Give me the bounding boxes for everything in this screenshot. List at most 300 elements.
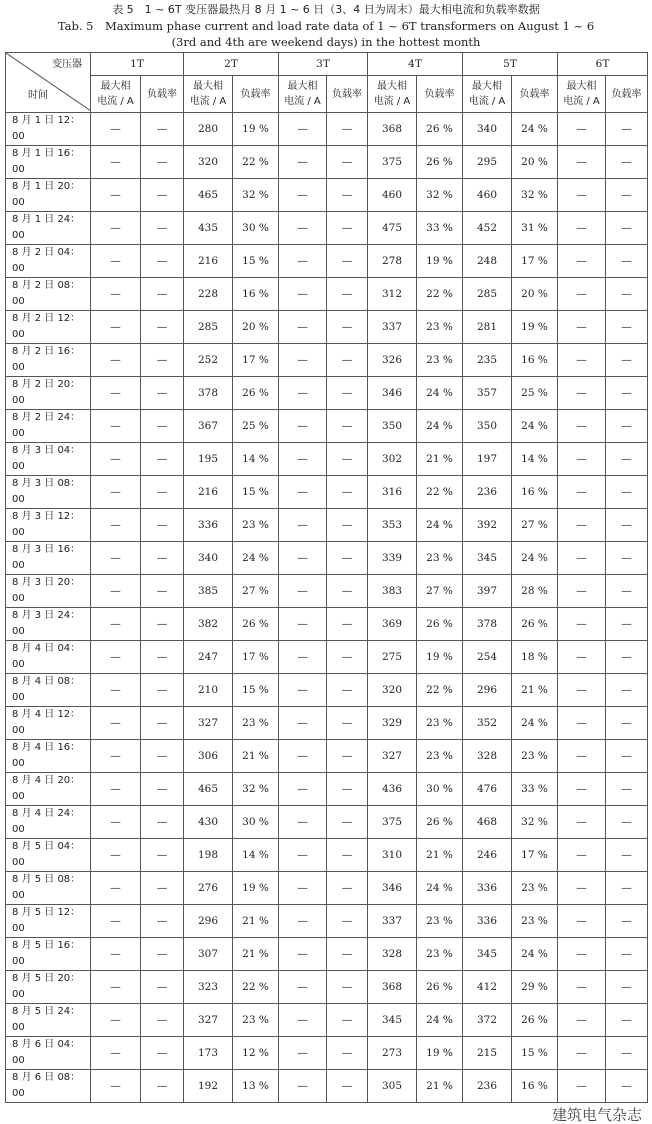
load-rate-cell: 24 % <box>417 1004 463 1037</box>
empty-cell: — <box>141 278 184 311</box>
max-current-cell: 346 <box>368 872 417 905</box>
max-current-cell: 280 <box>184 113 233 146</box>
load-rate-cell: 17 % <box>233 641 279 674</box>
max-current-cell: 460 <box>368 179 417 212</box>
empty-cell: — <box>279 1070 327 1103</box>
load-rate-cell: 17 % <box>512 839 558 872</box>
max-current-cell: 296 <box>463 674 512 707</box>
time-cell: 8 月 2 日 12：00 <box>6 311 91 344</box>
empty-cell: — <box>558 1070 606 1103</box>
empty-cell: — <box>327 806 368 839</box>
max-current-cell: 210 <box>184 674 233 707</box>
empty-cell: — <box>279 1004 327 1037</box>
time-cell: 8 月 3 日 04：00 <box>6 443 91 476</box>
load-rate-cell: 14 % <box>233 443 279 476</box>
empty-cell: — <box>606 344 648 377</box>
empty-cell: — <box>558 905 606 938</box>
load-rate-cell: 23 % <box>233 509 279 542</box>
load-rate-cell: 26 % <box>233 608 279 641</box>
max-current-cell: 346 <box>368 377 417 410</box>
empty-cell: — <box>558 740 606 773</box>
time-cell: 8 月 5 日 08：00 <box>6 872 91 905</box>
table-row <box>6 905 648 938</box>
load-rate-cell: 23 % <box>417 740 463 773</box>
empty-cell: — <box>327 608 368 641</box>
empty-cell: — <box>327 872 368 905</box>
empty-cell: — <box>141 311 184 344</box>
max-current-cell: 357 <box>463 377 512 410</box>
empty-cell: — <box>279 1037 327 1070</box>
empty-cell: — <box>327 773 368 806</box>
empty-cell: — <box>279 641 327 674</box>
max-current-cell: 412 <box>463 971 512 1004</box>
max-current-cell: 345 <box>368 1004 417 1037</box>
table-row <box>6 674 648 707</box>
load-rate-cell: 26 % <box>417 971 463 1004</box>
max-current-cell: 320 <box>184 146 233 179</box>
max-current-cell: 328 <box>368 938 417 971</box>
table-row <box>6 575 648 608</box>
empty-cell: — <box>141 938 184 971</box>
time-cell: 8 月 3 日 20：00 <box>6 575 91 608</box>
max-current-cell: 336 <box>184 509 233 542</box>
time-label: 时间 <box>28 90 48 101</box>
empty-cell: — <box>558 839 606 872</box>
empty-cell: — <box>327 509 368 542</box>
load-rate-cell: 26 % <box>417 113 463 146</box>
empty-cell: — <box>327 212 368 245</box>
load-rate-cell: 19 % <box>417 1037 463 1070</box>
empty-cell: — <box>279 410 327 443</box>
empty-cell: — <box>279 707 327 740</box>
empty-cell: — <box>141 1004 184 1037</box>
empty-cell: — <box>91 344 141 377</box>
time-cell: 8 月 2 日 16：00 <box>6 344 91 377</box>
transformer-header-4T: 4T <box>368 53 463 76</box>
max-current-cell: 382 <box>184 608 233 641</box>
empty-cell: — <box>279 509 327 542</box>
max-current-cell: 452 <box>463 212 512 245</box>
load-rate-cell: 23 % <box>417 542 463 575</box>
empty-cell: — <box>91 212 141 245</box>
empty-cell: — <box>327 575 368 608</box>
table-row <box>6 773 648 806</box>
caption-cn: 表 5 1 ~ 6T 变压器最热月 8 月 1 ~ 6 日（3、4 日为周末）最大相电流和负载率数据 <box>112 3 540 16</box>
empty-cell: — <box>606 806 648 839</box>
table-row <box>6 344 648 377</box>
table-row <box>6 806 648 839</box>
empty-cell: — <box>91 410 141 443</box>
load-rate-cell: 24 % <box>512 707 558 740</box>
load-rate-cell: 18 % <box>512 641 558 674</box>
empty-cell: — <box>327 179 368 212</box>
max-current-cell: 273 <box>368 1037 417 1070</box>
max-current-cell: 392 <box>463 509 512 542</box>
load-rate-cell: 17 % <box>512 245 558 278</box>
max-current-cell: 336 <box>463 905 512 938</box>
empty-cell: — <box>606 773 648 806</box>
load-rate-cell: 23 % <box>512 740 558 773</box>
load-rate-cell: 19 % <box>417 245 463 278</box>
empty-cell: — <box>91 806 141 839</box>
time-cell: 8 月 1 日 24：00 <box>6 212 91 245</box>
empty-cell: — <box>558 443 606 476</box>
empty-cell: — <box>141 377 184 410</box>
max-current-cell: 216 <box>184 476 233 509</box>
max-current-cell: 339 <box>368 542 417 575</box>
max-current-cell: 378 <box>463 608 512 641</box>
empty-cell: — <box>279 806 327 839</box>
max-current-cell: 192 <box>184 1070 233 1103</box>
max-current-cell: 328 <box>463 740 512 773</box>
load-rate-cell: 21 % <box>233 905 279 938</box>
table-row <box>6 740 648 773</box>
load-rate-cell: 12 % <box>233 1037 279 1070</box>
load-rate-cell: 24 % <box>417 509 463 542</box>
empty-cell: — <box>91 542 141 575</box>
load-rate-cell: 30 % <box>417 773 463 806</box>
empty-cell: — <box>327 938 368 971</box>
empty-cell: — <box>327 707 368 740</box>
max-current-cell: 350 <box>463 410 512 443</box>
max-current-cell: 248 <box>463 245 512 278</box>
load-rate-cell: 23 % <box>417 938 463 971</box>
max-current-cell: 385 <box>184 575 233 608</box>
empty-cell: — <box>606 1070 648 1103</box>
max-current-cell: 247 <box>184 641 233 674</box>
empty-cell: — <box>141 575 184 608</box>
table-row <box>6 311 648 344</box>
load-rate-cell: 26 % <box>233 377 279 410</box>
time-cell: 8 月 6 日 04：00 <box>6 1037 91 1070</box>
empty-cell: — <box>558 608 606 641</box>
time-cell: 8 月 6 日 08：00 <box>6 1070 91 1103</box>
empty-cell: — <box>279 443 327 476</box>
table-row <box>6 971 648 1004</box>
max-current-cell: 435 <box>184 212 233 245</box>
empty-cell: — <box>327 311 368 344</box>
empty-cell: — <box>91 509 141 542</box>
load-rate-cell: 20 % <box>233 311 279 344</box>
time-cell: 8 月 2 日 08：00 <box>6 278 91 311</box>
empty-cell: — <box>279 212 327 245</box>
load-rate-cell: 24 % <box>512 938 558 971</box>
empty-cell: — <box>141 509 184 542</box>
empty-cell: — <box>558 509 606 542</box>
empty-cell: — <box>141 542 184 575</box>
max-current-cell: 329 <box>368 707 417 740</box>
empty-cell: — <box>327 278 368 311</box>
load-rate-header: 负载率 <box>233 76 279 113</box>
empty-cell: — <box>141 179 184 212</box>
empty-cell: — <box>91 905 141 938</box>
load-rate-header: 负载率 <box>512 76 558 113</box>
max-current-cell: 326 <box>368 344 417 377</box>
empty-cell: — <box>558 938 606 971</box>
max-current-cell: 316 <box>368 476 417 509</box>
empty-cell: — <box>279 113 327 146</box>
load-rate-cell: 24 % <box>512 410 558 443</box>
empty-cell: — <box>279 938 327 971</box>
empty-cell: — <box>327 905 368 938</box>
empty-cell: — <box>606 839 648 872</box>
load-rate-cell: 25 % <box>512 377 558 410</box>
max-current-cell: 468 <box>463 806 512 839</box>
load-rate-cell: 21 % <box>233 740 279 773</box>
load-rate-cell: 22 % <box>233 146 279 179</box>
time-cell: 8 月 5 日 20：00 <box>6 971 91 1004</box>
empty-cell: — <box>91 245 141 278</box>
time-cell: 8 月 2 日 04：00 <box>6 245 91 278</box>
max-current-cell: 302 <box>368 443 417 476</box>
empty-cell: — <box>606 575 648 608</box>
empty-cell: — <box>141 476 184 509</box>
load-rate-cell: 24 % <box>417 410 463 443</box>
empty-cell: — <box>327 674 368 707</box>
max-current-cell: 312 <box>368 278 417 311</box>
load-rate-cell: 24 % <box>512 542 558 575</box>
empty-cell: — <box>279 608 327 641</box>
empty-cell: — <box>558 575 606 608</box>
empty-cell: — <box>141 212 184 245</box>
empty-cell: — <box>606 542 648 575</box>
empty-cell: — <box>327 641 368 674</box>
load-rate-cell: 14 % <box>233 839 279 872</box>
empty-cell: — <box>558 971 606 1004</box>
empty-cell: — <box>327 344 368 377</box>
max-current-cell: 336 <box>463 872 512 905</box>
table-row <box>6 1004 648 1037</box>
empty-cell: — <box>327 410 368 443</box>
corner-header <box>6 53 91 113</box>
empty-cell: — <box>91 113 141 146</box>
load-rate-cell: 23 % <box>417 311 463 344</box>
load-rate-cell: 22 % <box>417 674 463 707</box>
empty-cell: — <box>327 1037 368 1070</box>
empty-cell: — <box>558 641 606 674</box>
empty-cell: — <box>606 608 648 641</box>
empty-cell: — <box>327 839 368 872</box>
empty-cell: — <box>606 311 648 344</box>
empty-cell: — <box>91 872 141 905</box>
table-row <box>6 938 648 971</box>
load-rate-cell: 26 % <box>417 806 463 839</box>
empty-cell: — <box>141 905 184 938</box>
load-rate-cell: 28 % <box>512 575 558 608</box>
time-cell: 8 月 4 日 12：00 <box>6 707 91 740</box>
empty-cell: — <box>606 146 648 179</box>
max-current-cell: 195 <box>184 443 233 476</box>
empty-cell: — <box>91 179 141 212</box>
load-rate-cell: 21 % <box>233 938 279 971</box>
time-cell: 8 月 4 日 24：00 <box>6 806 91 839</box>
max-current-cell: 345 <box>463 938 512 971</box>
empty-cell: — <box>327 377 368 410</box>
empty-cell: — <box>606 377 648 410</box>
empty-cell: — <box>558 113 606 146</box>
empty-cell: — <box>141 410 184 443</box>
time-cell: 8 月 5 日 04：00 <box>6 839 91 872</box>
empty-cell: — <box>279 971 327 1004</box>
transformer-header-3T: 3T <box>279 53 368 76</box>
max-current-cell: 285 <box>184 311 233 344</box>
empty-cell: — <box>606 905 648 938</box>
empty-cell: — <box>279 773 327 806</box>
max-current-cell: 173 <box>184 1037 233 1070</box>
load-rate-header: 负载率 <box>417 76 463 113</box>
table-row <box>6 377 648 410</box>
caption-en-line1: Tab. 5 Maximum phase current and load rate data of 1 ~ 6T transformers on August 1 ~ 6 <box>57 19 595 33</box>
empty-cell: — <box>558 245 606 278</box>
empty-cell: — <box>558 707 606 740</box>
load-rate-cell: 25 % <box>233 410 279 443</box>
empty-cell: — <box>558 278 606 311</box>
empty-cell: — <box>327 146 368 179</box>
empty-cell: — <box>606 938 648 971</box>
empty-cell: — <box>558 311 606 344</box>
empty-cell: — <box>91 674 141 707</box>
empty-cell: — <box>279 311 327 344</box>
table-row <box>6 476 648 509</box>
max-current-cell: 327 <box>184 1004 233 1037</box>
load-rate-cell: 16 % <box>512 1070 558 1103</box>
max-current-header: 最大相 电流 / A <box>558 76 606 113</box>
load-rate-header: 负载率 <box>606 76 648 113</box>
time-cell: 8 月 4 日 04：00 <box>6 641 91 674</box>
empty-cell: — <box>91 377 141 410</box>
empty-cell: — <box>279 245 327 278</box>
load-rate-cell: 32 % <box>233 179 279 212</box>
load-rate-cell: 30 % <box>233 806 279 839</box>
empty-cell: — <box>279 344 327 377</box>
max-current-cell: 337 <box>368 905 417 938</box>
empty-cell: — <box>279 839 327 872</box>
table-row <box>6 641 648 674</box>
max-current-cell: 353 <box>368 509 417 542</box>
load-rate-cell: 14 % <box>512 443 558 476</box>
empty-cell: — <box>327 740 368 773</box>
time-cell: 8 月 4 日 08：00 <box>6 674 91 707</box>
load-rate-cell: 24 % <box>417 377 463 410</box>
empty-cell: — <box>141 245 184 278</box>
empty-cell: — <box>279 146 327 179</box>
load-rate-cell: 23 % <box>417 344 463 377</box>
empty-cell: — <box>141 839 184 872</box>
empty-cell: — <box>141 971 184 1004</box>
empty-cell: — <box>606 971 648 1004</box>
load-rate-cell: 15 % <box>233 674 279 707</box>
max-current-cell: 397 <box>463 575 512 608</box>
load-rate-cell: 29 % <box>512 971 558 1004</box>
load-rate-cell: 33 % <box>417 212 463 245</box>
max-current-cell: 327 <box>184 707 233 740</box>
empty-cell: — <box>558 212 606 245</box>
max-current-cell: 307 <box>184 938 233 971</box>
transformer-header-5T: 5T <box>463 53 558 76</box>
table-row <box>6 542 648 575</box>
load-rate-cell: 15 % <box>512 1037 558 1070</box>
load-rate-header: 负载率 <box>327 76 368 113</box>
watermark: 建筑电气杂志 <box>551 1106 642 1124</box>
load-rate-cell: 26 % <box>417 146 463 179</box>
time-cell: 8 月 1 日 12：00 <box>6 113 91 146</box>
empty-cell: — <box>141 146 184 179</box>
max-current-header: 最大相 电流 / A <box>184 76 233 113</box>
empty-cell: — <box>91 608 141 641</box>
table-row <box>6 1037 648 1070</box>
max-current-cell: 236 <box>463 1070 512 1103</box>
empty-cell: — <box>606 1004 648 1037</box>
empty-cell: — <box>327 476 368 509</box>
empty-cell: — <box>141 344 184 377</box>
max-current-cell: 375 <box>368 806 417 839</box>
empty-cell: — <box>558 344 606 377</box>
transformer-label: 变压器 <box>52 59 82 70</box>
table-row <box>6 245 648 278</box>
empty-cell: — <box>91 146 141 179</box>
load-rate-cell: 22 % <box>417 278 463 311</box>
max-current-cell: 310 <box>368 839 417 872</box>
max-current-cell: 197 <box>463 443 512 476</box>
max-current-cell: 460 <box>463 179 512 212</box>
empty-cell: — <box>606 245 648 278</box>
empty-cell: — <box>279 377 327 410</box>
load-rate-cell: 21 % <box>417 839 463 872</box>
max-current-cell: 305 <box>368 1070 417 1103</box>
max-current-cell: 216 <box>184 245 233 278</box>
empty-cell: — <box>279 872 327 905</box>
empty-cell: — <box>91 641 141 674</box>
table-row <box>6 278 648 311</box>
empty-cell: — <box>141 1037 184 1070</box>
empty-cell: — <box>141 641 184 674</box>
load-rate-cell: 13 % <box>233 1070 279 1103</box>
max-current-cell: 285 <box>463 278 512 311</box>
empty-cell: — <box>558 1004 606 1037</box>
max-current-cell: 378 <box>184 377 233 410</box>
load-rate-cell: 22 % <box>233 971 279 1004</box>
table-row <box>6 212 648 245</box>
empty-cell: — <box>141 113 184 146</box>
max-current-cell: 465 <box>184 773 233 806</box>
max-current-cell: 368 <box>368 113 417 146</box>
load-rate-cell: 31 % <box>512 212 558 245</box>
empty-cell: — <box>141 806 184 839</box>
max-current-cell: 198 <box>184 839 233 872</box>
load-rate-cell: 32 % <box>233 773 279 806</box>
max-current-cell: 296 <box>184 905 233 938</box>
empty-cell: — <box>91 1004 141 1037</box>
max-current-cell: 352 <box>463 707 512 740</box>
table-row <box>6 872 648 905</box>
empty-cell: — <box>91 476 141 509</box>
load-rate-cell: 24 % <box>233 542 279 575</box>
transformer-header-2T: 2T <box>184 53 279 76</box>
empty-cell: — <box>141 674 184 707</box>
empty-cell: — <box>91 773 141 806</box>
max-current-cell: 215 <box>463 1037 512 1070</box>
load-rate-cell: 26 % <box>512 608 558 641</box>
empty-cell: — <box>91 575 141 608</box>
load-rate-cell: 20 % <box>512 146 558 179</box>
empty-cell: — <box>606 476 648 509</box>
max-current-header: 最大相 电流 / A <box>368 76 417 113</box>
empty-cell: — <box>558 674 606 707</box>
empty-cell: — <box>558 773 606 806</box>
max-current-cell: 276 <box>184 872 233 905</box>
max-current-cell: 320 <box>368 674 417 707</box>
table-row <box>6 707 648 740</box>
